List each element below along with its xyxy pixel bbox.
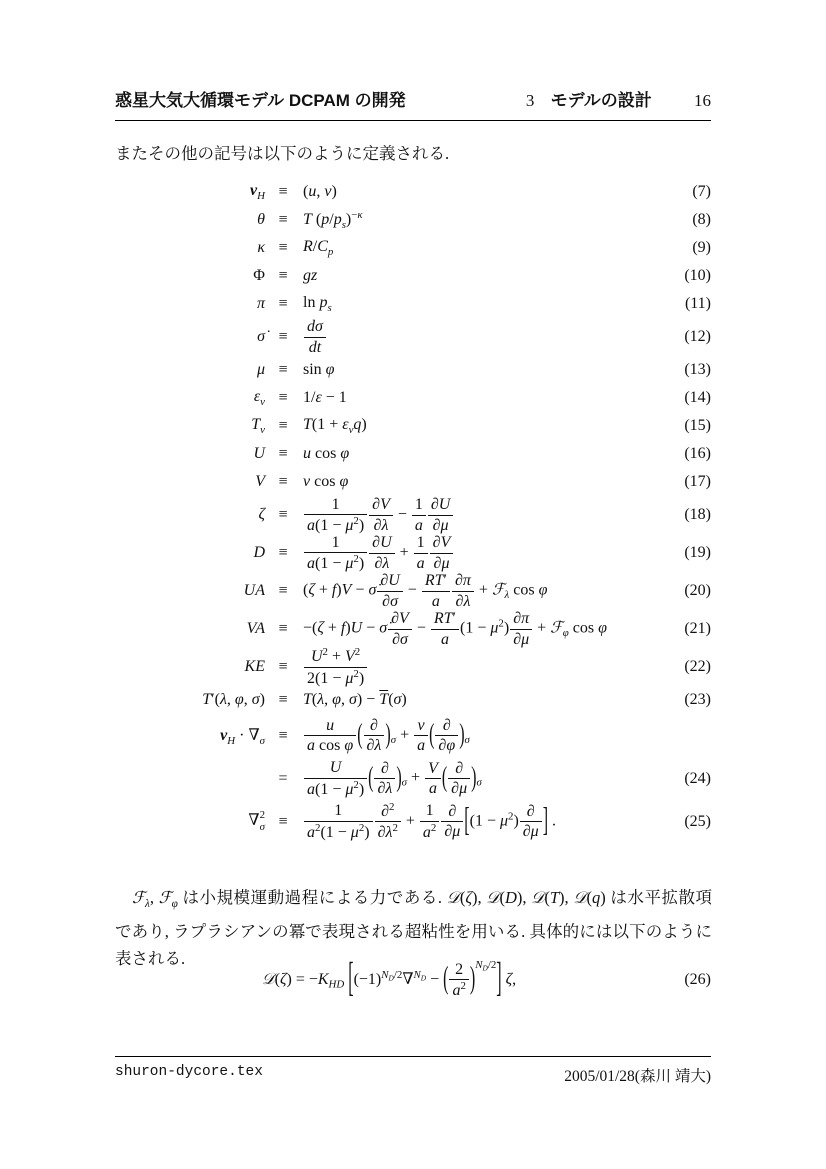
equation-lhs: θ — [257, 211, 265, 228]
equation-relation: ≡ — [278, 239, 288, 256]
equation-relation: ≡ — [278, 417, 288, 434]
equation-relation: ≡ — [278, 328, 288, 345]
equation-lhs: ζ — [258, 506, 265, 523]
equation-lhs: $v_H$ — [250, 182, 265, 202]
equation-number: (12) — [684, 328, 711, 345]
equation-number: (17) — [684, 473, 711, 490]
equation-row-9 — [115, 234, 711, 262]
equation-lhs: ∇ 2 σ — [248, 809, 265, 833]
equation-row-21 — [115, 610, 711, 648]
body-paragraph: ℱ$_\lambda$, ℱ$_\varphi$ は小規模運動過程による力である. 𝒟(ζ), 𝒟(D), 𝒟(T), 𝒟(q) は水平拡散項であり, ラプラシアンの冪で表現される超粘性を用いる. 具体的には以下のように表される. — [115, 888, 713, 968]
equation-rhs: v cos φ — [303, 473, 349, 490]
intro-paragraph: またその他の記号は以下のように定義される. — [115, 144, 450, 163]
equation-lhs: μ — [256, 361, 265, 378]
equation-number: (19) — [684, 544, 711, 561]
page-header — [115, 86, 711, 121]
equation-row-13 — [115, 356, 711, 384]
equation-relation: ≡ — [278, 582, 288, 599]
equation-rhs: (u, v) — [303, 183, 337, 200]
equation-row-8 — [115, 206, 711, 234]
equation-lhs: T′(λ, φ, σ) — [202, 691, 265, 708]
equation-row-24b — [115, 757, 711, 800]
equation-lhs: D — [253, 544, 265, 561]
equation-number: (16) — [684, 445, 711, 462]
equation-relation: ≡ — [278, 726, 288, 744]
equation-rhs: −(ζ + f)U − σ̇ $\frac{\partial V}{\partial\sigma}$ − $\frac{RT'}{a}$ $(1 - \mu^2)$ $\frac{\partial\pi}{\partial\mu}$ + ℱ$_\varphi$ cos φ — [303, 610, 607, 648]
equation-relation: ≡ — [278, 812, 288, 830]
equation-rhs: $\frac{d\sigma}{dt}$ — [301, 317, 663, 356]
equation-relation: ≡ — [278, 445, 288, 462]
equation-lhs: U — [253, 445, 265, 462]
equation-number: (10) — [684, 267, 711, 284]
equation-relation: = — [278, 769, 288, 787]
equation-26-number: (26) — [684, 971, 711, 988]
equation-lhs: σ̇ — [257, 328, 265, 345]
equation-number: (11) — [684, 295, 711, 312]
equation-row-20 — [115, 572, 711, 610]
equation-row-19 — [115, 534, 711, 572]
equation-26 — [115, 948, 711, 1012]
equation-rhs: u cos φ — [303, 445, 350, 462]
page-footer — [115, 1056, 711, 1086]
equation-relation: ≡ — [278, 389, 288, 406]
equation-row-14 — [115, 384, 711, 412]
equation-row-16 — [115, 440, 711, 468]
equation-rhs: T(λ, φ, $\sigma) - \overline{T}(\sigma)$ — [303, 691, 407, 708]
equation-relation: ≡ — [278, 473, 288, 490]
equation-number: (14) — [684, 389, 711, 406]
equation-number: (7) — [692, 183, 711, 200]
equation-rhs: T $(p/p_s)^{-\kappa}$ — [303, 209, 363, 231]
equation-row-12 — [115, 318, 711, 356]
equation-number: (25) — [684, 812, 711, 830]
equation-relation: ≡ — [278, 620, 288, 637]
header-section-number: 3 — [525, 91, 535, 110]
equation-lhs: $T_v$ — [251, 416, 265, 436]
equation-rhs: sin φ — [303, 361, 335, 378]
equation-26-body: 𝒟(ζ) = $-K_{HD}$ [$(-1)^{N_D/2}\nabla^{N_D}$ − ( $\frac{2}{a^2}$ )$^{N_D/2}$] ζ, — [261, 957, 517, 1002]
equation-relation: ≡ — [278, 691, 288, 708]
equation-relation: ≡ — [278, 658, 288, 675]
equation-lhs: VA — [246, 620, 265, 637]
equation-row-10 — [115, 262, 711, 290]
equation-lhs: Φ — [253, 267, 265, 284]
equation-rhs: $\frac{u}{\text{a cos φ}}$ ( $\frac{\partial}{\partial\lambda}$ )$_\sigma$ + $\frac{v}{a}$ ( $\frac{\partial}{\partial\varphi}$ )$_\sigma$ — [301, 716, 663, 755]
equation-row-25 — [115, 800, 711, 843]
equation-rhs: $\frac{1}{a(1 - \mu^2)}$ $\frac{\partial U}{\partial\lambda}$ + $\frac{1}{a}$ $\frac{\partial V}{\partial\mu}$ — [301, 533, 663, 573]
footer-date: 2005/01/28(森川 靖大) — [564, 1068, 711, 1085]
equation-number: (8) — [692, 211, 711, 228]
equation-rhs: gz — [303, 267, 318, 284]
equation-row-7 — [115, 178, 711, 206]
equation-number: (24) — [684, 769, 711, 787]
equation-relation: ≡ — [278, 506, 288, 523]
equation-lhs: $v_H \cdot \nabla_\sigma$ — [220, 726, 265, 747]
equation-number: (9) — [692, 239, 711, 256]
equation-number: (23) — [684, 691, 711, 708]
equation-lhs: UA — [243, 582, 265, 599]
equation-number: (15) — [684, 417, 711, 434]
equation-row-17 — [115, 468, 711, 496]
equation-rhs: $\frac{U}{a(1 - \mu^2)}$ ( $\frac{\partial}{\partial\lambda}$ )$_\sigma$ + $\frac{V}{a}$ ( $\frac{\partial}{\partial\mu}$ )$_\sigma$ — [301, 758, 663, 798]
equation-number: (21) — [684, 620, 711, 637]
equation-row-23 — [115, 686, 711, 714]
footer-filename: shuron-dycore.tex — [115, 1064, 263, 1080]
equation-relation: ≡ — [278, 211, 288, 228]
header-section — [526, 86, 711, 111]
equation-lhs: π — [256, 295, 265, 312]
equation-row-18 — [115, 496, 711, 534]
equation-rhs: (ζ + f)V − σ̇ $\frac{\partial U}{\partial\sigma}$ − $\frac{RT'}{a}$ $\frac{\partial\pi}{\partial\lambda}$ + ℱ$_\lambda$ cos φ — [303, 572, 548, 610]
equation-rhs: $\frac{1}{a(1 - \mu^2)}$ $\frac{\partial V}{\partial\lambda}$ − $\frac{1}{a}$ $\frac{\partial U}{\partial\mu}$ — [301, 495, 663, 535]
header-title: 惑星大気大循環モデル DCPAM の開発 — [115, 91, 406, 110]
equation-number: (13) — [684, 361, 711, 378]
header-page-number: 16 — [694, 91, 711, 110]
equation-relation: ≡ — [278, 295, 288, 312]
equation-rhs: $R/C_p$ — [303, 238, 334, 258]
equation-relation: ≡ — [278, 183, 288, 200]
equation-row-24a — [115, 714, 711, 757]
equation-lhs: V — [255, 473, 265, 490]
equation-lhs: $\varepsilon_v$ — [253, 388, 265, 408]
equation-rhs: $\frac{U^2 + V^2}{2(1 - \mu^2)}$ — [301, 646, 663, 687]
equation-rhs: $T(1 + \varepsilon_vq)$ — [303, 416, 367, 436]
equation-number: (20) — [684, 582, 711, 599]
equation-row-15 — [115, 412, 711, 440]
equation-row-22 — [115, 648, 711, 686]
equation-number: (18) — [684, 506, 711, 523]
equation-relation: ≡ — [278, 361, 288, 378]
equation-row-11 — [115, 290, 711, 318]
equation-rhs: $\frac{1}{a^2(1 - \mu^2)}$ $\frac{\partial^2}{\partial\lambda^2}$ + $\frac{1}{a^2}$ $\frac{\partial}{\partial\mu}$ [$(1 - \mu^2)$ $\frac{\partial}{\partial\mu}$ ] . — [301, 801, 663, 842]
header-section-title: モデルの設計 — [550, 91, 652, 110]
equation-block — [115, 178, 711, 843]
equation-relation: ≡ — [278, 267, 288, 284]
equation-rhs: 1/ε − 1 — [303, 389, 347, 406]
equation-relation: ≡ — [278, 544, 288, 561]
equation-lhs: κ — [257, 239, 265, 256]
equation-rhs: $\ln p_s$ — [303, 294, 332, 314]
equation-lhs: KE — [244, 658, 265, 675]
equation-number: (22) — [684, 658, 711, 675]
